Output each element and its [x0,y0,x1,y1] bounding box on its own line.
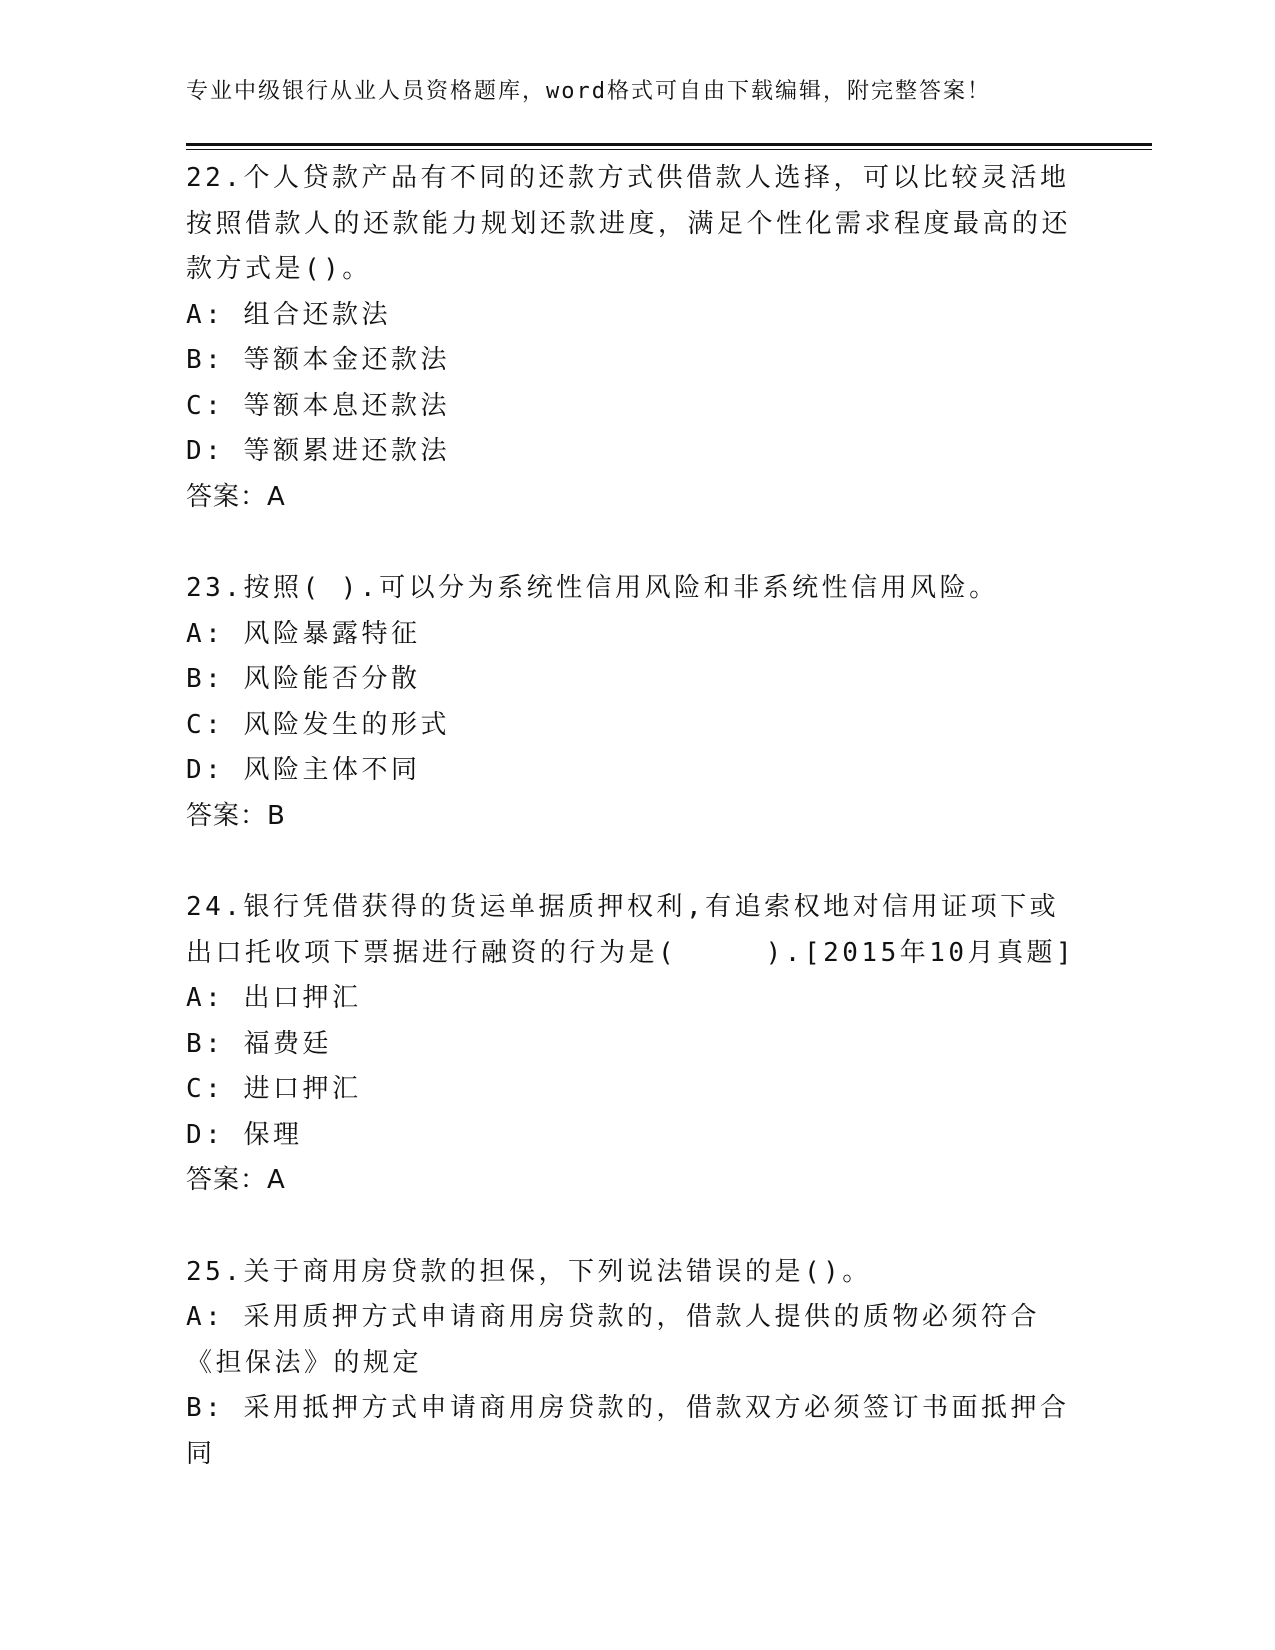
answer-line: 答案：A [186,481,286,512]
option-a: A: 组合还款法 [186,299,391,330]
option-c: C: 等额本息还款法 [186,390,450,421]
option-b: B: 等额本金还款法 [186,345,450,375]
option-c: C: 风险发生的形式 [186,709,450,740]
option-b: B: 风险能否分散 [186,664,421,694]
option-d: D: 风险主体不同 [186,755,421,785]
option-a: A: 风险暴露特征 [186,618,421,649]
question-stem: 22.个人贷款产品有不同的还款方式供借款人选择，可以比较灵活地按照借款人的还款能力规划还款进度，满足个性化需求程度最高的还款方式是()。 [186,163,1072,284]
option-b: B: 采用抵押方式申请商用房贷款的，借款双方必须签订书面抵押合同 [186,1393,1070,1469]
option-a: A: 出口押汇 [186,983,362,1013]
page-header: 专业中级银行从业人员资格题库，word格式可自由下载编辑，附完整答案！ [186,79,991,104]
option-b: B: 福费廷 [186,1028,332,1059]
question-stem: 23.按照( ).可以分为系统性信用风险和非系统性信用风险。 [186,573,999,603]
question-stem: 24.银行凭借获得的货运单据质押权利,有追索权地对信用证项下或出口托收项下票据进行融资的行为是( ).[2015年10月真题] [186,892,1076,968]
option-d: D: 保理 [186,1119,303,1150]
question-22 [186,156,1086,520]
question-25 [186,1250,1086,1478]
question-list [186,156,1086,1523]
header-rule-thin [186,149,1152,150]
answer-line: 答案：B [186,800,286,831]
header-rule-thick [186,143,1152,146]
option-c: C: 进口押汇 [186,1074,362,1104]
option-d: D: 等额累进还款法 [186,436,450,466]
answer-line: 答案：A [186,1165,286,1195]
question-24 [186,885,1086,1204]
option-a: A: 采用质押方式申请商用房贷款的，借款人提供的质物必须符合《担保法》的规定 [186,1302,1040,1378]
question-stem: 25.关于商用房贷款的担保，下列说法错误的是()。 [186,1256,872,1287]
question-23 [186,566,1086,839]
